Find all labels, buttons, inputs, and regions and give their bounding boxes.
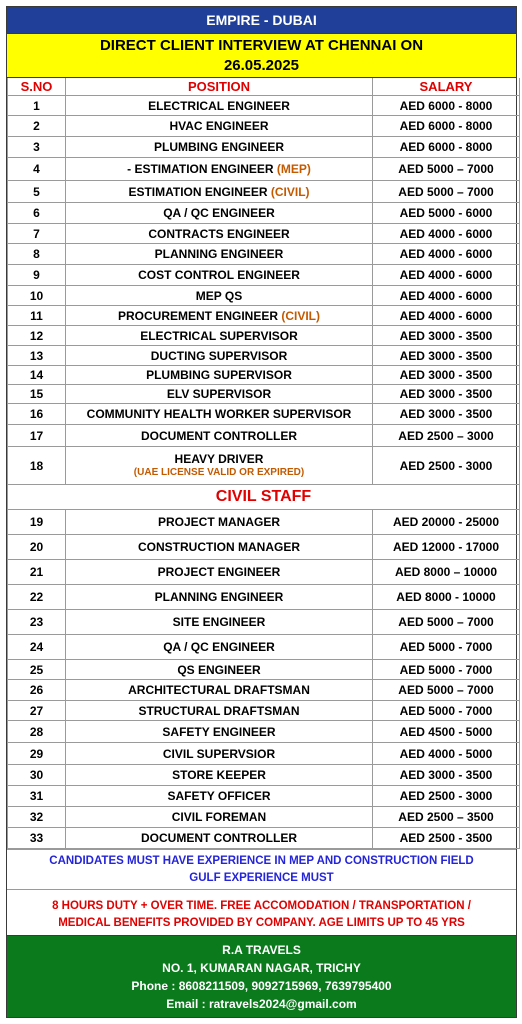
table-row bbox=[8, 535, 520, 560]
row-number: 14 bbox=[8, 366, 66, 385]
row-position bbox=[66, 425, 373, 447]
row-position: SAFETY OFFICER bbox=[66, 786, 373, 807]
row-number: 10 bbox=[8, 286, 66, 306]
row-number: 21 bbox=[8, 560, 66, 585]
table-row bbox=[8, 560, 520, 585]
row-salary: AED 3000 - 3500 bbox=[373, 326, 520, 346]
row-salary: AED 2500 – 3500 bbox=[373, 807, 520, 828]
row-salary: AED 3000 - 3500 bbox=[373, 385, 520, 404]
position-title: DOCUMENT CONTROLLER bbox=[141, 428, 297, 443]
row-salary: AED 3000 - 3500 bbox=[373, 404, 520, 425]
experience-note-line-1: CANDIDATES MUST HAVE EXPERIENCE IN MEP AND CONSTRUCTION FIELD bbox=[49, 855, 474, 867]
row-number: 27 bbox=[8, 701, 66, 721]
row-number: 1 bbox=[8, 96, 66, 116]
row-number: 3 bbox=[8, 137, 66, 158]
row-salary: AED 8000 - 10000 bbox=[373, 585, 520, 610]
row-position bbox=[66, 265, 373, 286]
benefits-note-line-2: MEDICAL BENEFITS PROVIDED BY COMPANY. AGE LIMITS UP TO 45 YRS bbox=[58, 917, 465, 929]
table-row bbox=[8, 828, 520, 849]
row-salary: AED 5000 – 7000 bbox=[373, 158, 520, 181]
table-row bbox=[8, 680, 520, 701]
row-number: 12 bbox=[8, 326, 66, 346]
notes-section bbox=[7, 849, 516, 935]
row-number: 9 bbox=[8, 265, 66, 286]
agency-phone: Phone : 8608211509, 9092715969, 7639795400 bbox=[131, 979, 392, 993]
interview-date: 26.05.2025 bbox=[223, 57, 300, 74]
row-number: 32 bbox=[8, 807, 66, 828]
row-position: SITE ENGINEER bbox=[66, 610, 373, 635]
table-row bbox=[8, 366, 520, 385]
row-salary: AED 6000 - 8000 bbox=[373, 96, 520, 116]
row-salary: AED 2500 – 3000 bbox=[373, 425, 520, 447]
row-position bbox=[66, 306, 373, 326]
table-row bbox=[8, 346, 520, 366]
table-row bbox=[8, 765, 520, 786]
positions-table bbox=[7, 78, 520, 849]
row-salary: AED 4500 - 5000 bbox=[373, 721, 520, 743]
row-position: PROJECT ENGINEER bbox=[66, 560, 373, 585]
row-number: 23 bbox=[8, 610, 66, 635]
column-header-sno: S.NO bbox=[8, 78, 66, 96]
row-position bbox=[66, 158, 373, 181]
row-salary: AED 4000 - 6000 bbox=[373, 286, 520, 306]
position-title: ESTIMATION ENGINEER bbox=[134, 162, 277, 176]
row-salary: AED 5000 – 7000 bbox=[373, 181, 520, 203]
position-category: (CIVIL) bbox=[270, 184, 310, 199]
position-title: ELV SUPERVISOR bbox=[166, 387, 272, 401]
table-row bbox=[8, 224, 520, 244]
row-number: 33 bbox=[8, 828, 66, 849]
table-row bbox=[8, 447, 520, 485]
row-number: 25 bbox=[8, 660, 66, 680]
row-position bbox=[66, 366, 373, 385]
row-number: 29 bbox=[8, 743, 66, 765]
row-position bbox=[66, 326, 373, 346]
row-number: 19 bbox=[8, 510, 66, 535]
table-row bbox=[8, 786, 520, 807]
agency-footer bbox=[7, 935, 516, 1017]
row-position bbox=[66, 404, 373, 425]
row-number: 24 bbox=[8, 635, 66, 660]
position-title: PROCUREMENT ENGINEER bbox=[117, 308, 282, 323]
row-position: PLANNING ENGINEER bbox=[66, 585, 373, 610]
interview-line-1: DIRECT CLIENT INTERVIEW AT CHENNAI ON bbox=[99, 37, 424, 54]
benefits-note-line-1: 8 HOURS DUTY + OVER TIME. FREE ACCOMODATION / TRANSPORTATION / bbox=[52, 900, 471, 912]
row-number: 7 bbox=[8, 224, 66, 244]
position-title: QA / QC ENGINEER bbox=[163, 206, 275, 220]
column-header-salary: SALARY bbox=[373, 78, 520, 96]
table-row bbox=[8, 585, 520, 610]
job-poster bbox=[6, 6, 517, 1018]
row-number: 22 bbox=[8, 585, 66, 610]
table-row bbox=[8, 701, 520, 721]
row-position bbox=[66, 244, 373, 265]
table-row bbox=[8, 286, 520, 306]
row-salary: AED 4000 - 6000 bbox=[373, 265, 520, 286]
position-title: PLANNING ENGINEER bbox=[154, 247, 284, 261]
row-number: 17 bbox=[8, 425, 66, 447]
agency-name: R.A TRAVELS bbox=[222, 943, 301, 957]
row-position: QA / QC ENGINEER bbox=[66, 635, 373, 660]
position-category: (CIVIL) bbox=[281, 308, 321, 323]
row-position: QS ENGINEER bbox=[66, 660, 373, 680]
row-position: ARCHITECTURAL DRAFTSMAN bbox=[66, 680, 373, 701]
row-position bbox=[66, 96, 373, 116]
position-title: ELECTRICAL SUPERVISOR bbox=[140, 328, 298, 343]
position-title: ELECTRICAL ENGINEER bbox=[148, 98, 290, 113]
position-title: PLUMBING SUPERVISOR bbox=[146, 368, 292, 382]
row-number: 4 bbox=[8, 158, 66, 181]
row-position bbox=[66, 116, 373, 137]
position-title: CONTRACTS ENGINEER bbox=[148, 226, 290, 241]
row-salary: AED 5000 - 6000 bbox=[373, 203, 520, 224]
row-salary: AED 4000 - 6000 bbox=[373, 306, 520, 326]
table-row bbox=[8, 116, 520, 137]
position-title: ESTIMATION ENGINEER bbox=[128, 184, 271, 199]
table-row bbox=[8, 326, 520, 346]
row-number: 2 bbox=[8, 116, 66, 137]
agency-address: NO. 1, KUMARAN NAGAR, TRICHY bbox=[162, 961, 361, 975]
table-row bbox=[8, 306, 520, 326]
row-position: DOCUMENT CONTROLLER bbox=[66, 828, 373, 849]
interview-banner bbox=[7, 34, 516, 78]
row-number: 26 bbox=[8, 680, 66, 701]
row-position: STORE KEEPER bbox=[66, 765, 373, 786]
position-title: MEP QS bbox=[195, 288, 243, 303]
row-position: STRUCTURAL DRAFTSMAN bbox=[66, 701, 373, 721]
table-row bbox=[8, 385, 520, 404]
row-number: 16 bbox=[8, 404, 66, 425]
row-number: 30 bbox=[8, 765, 66, 786]
table-row bbox=[8, 743, 520, 765]
row-salary: AED 8000 – 10000 bbox=[373, 560, 520, 585]
row-position bbox=[66, 181, 373, 203]
row-salary: AED 5000 - 7000 bbox=[373, 660, 520, 680]
row-position: PROJECT MANAGER bbox=[66, 510, 373, 535]
row-number: 6 bbox=[8, 203, 66, 224]
experience-note bbox=[7, 850, 516, 890]
row-number: 11 bbox=[8, 306, 66, 326]
row-position bbox=[66, 447, 373, 485]
table-row bbox=[8, 721, 520, 743]
row-position bbox=[66, 203, 373, 224]
civil-staff-section-row bbox=[8, 485, 520, 510]
column-header-position: POSITION bbox=[66, 78, 373, 96]
table-row bbox=[8, 137, 520, 158]
row-salary: AED 20000 - 25000 bbox=[373, 510, 520, 535]
row-salary: AED 5000 - 7000 bbox=[373, 701, 520, 721]
row-position: CONSTRUCTION MANAGER bbox=[66, 535, 373, 560]
table-row bbox=[8, 807, 520, 828]
row-salary: AED 2500 - 3000 bbox=[373, 786, 520, 807]
row-salary: AED 4000 - 5000 bbox=[373, 743, 520, 765]
table-row bbox=[8, 203, 520, 224]
table-row bbox=[8, 660, 520, 680]
position-title: COST CONTROL ENGINEER bbox=[138, 268, 300, 282]
table-row bbox=[8, 244, 520, 265]
table-row bbox=[8, 635, 520, 660]
row-number: 20 bbox=[8, 535, 66, 560]
row-number: 18 bbox=[8, 447, 66, 485]
agency-email: Email : ratravels2024@gmail.com bbox=[166, 997, 357, 1011]
table-row bbox=[8, 510, 520, 535]
column-header-row bbox=[8, 78, 520, 96]
row-number: 13 bbox=[8, 346, 66, 366]
position-prefix: - bbox=[127, 162, 135, 176]
row-salary: AED 5000 - 7000 bbox=[373, 635, 520, 660]
row-position bbox=[66, 346, 373, 366]
row-number: 15 bbox=[8, 385, 66, 404]
position-category: (MEP) bbox=[276, 162, 311, 176]
table-row bbox=[8, 265, 520, 286]
row-salary: AED 5000 – 7000 bbox=[373, 680, 520, 701]
table-row bbox=[8, 610, 520, 635]
table-row bbox=[8, 181, 520, 203]
table-row bbox=[8, 404, 520, 425]
row-salary: AED 4000 - 6000 bbox=[373, 244, 520, 265]
row-salary: AED 4000 - 6000 bbox=[373, 224, 520, 244]
row-position: CIVIL FOREMAN bbox=[66, 807, 373, 828]
position-title: HVAC ENGINEER bbox=[169, 119, 269, 133]
civil-staff-title: CIVIL STAFF bbox=[8, 485, 520, 510]
row-position: SAFETY ENGINEER bbox=[66, 721, 373, 743]
position-title: HEAVY DRIVER bbox=[174, 452, 264, 466]
row-position bbox=[66, 224, 373, 244]
row-salary: AED 12000 - 17000 bbox=[373, 535, 520, 560]
row-salary: AED 3000 - 3500 bbox=[373, 366, 520, 385]
row-salary: AED 2500 - 3500 bbox=[373, 828, 520, 849]
position-note: (UAE LICENSE VALID OR EXPIRED) bbox=[133, 467, 305, 478]
row-number: 8 bbox=[8, 244, 66, 265]
row-number: 31 bbox=[8, 786, 66, 807]
row-number: 28 bbox=[8, 721, 66, 743]
table-row bbox=[8, 425, 520, 447]
row-salary: AED 6000 - 8000 bbox=[373, 116, 520, 137]
row-salary: AED 2500 - 3000 bbox=[373, 447, 520, 485]
benefits-note bbox=[7, 890, 516, 935]
row-salary: AED 3000 - 3500 bbox=[373, 346, 520, 366]
row-salary: AED 5000 – 7000 bbox=[373, 610, 520, 635]
position-title: PLUMBING ENGINEER bbox=[153, 140, 284, 154]
row-position bbox=[66, 286, 373, 306]
row-salary: AED 6000 - 8000 bbox=[373, 137, 520, 158]
position-title: DUCTING SUPERVISOR bbox=[150, 348, 288, 363]
row-position bbox=[66, 385, 373, 404]
row-position: CIVIL SUPERVSIOR bbox=[66, 743, 373, 765]
experience-note-line-2: GULF EXPERIENCE MUST bbox=[189, 872, 334, 884]
table-row bbox=[8, 158, 520, 181]
company-header: EMPIRE - DUBAI bbox=[7, 7, 516, 34]
position-title: COMMUNITY HEALTH WORKER SUPERVISOR bbox=[86, 407, 352, 421]
row-position bbox=[66, 137, 373, 158]
row-salary: AED 3000 - 3500 bbox=[373, 765, 520, 786]
table-row bbox=[8, 96, 520, 116]
row-number: 5 bbox=[8, 181, 66, 203]
